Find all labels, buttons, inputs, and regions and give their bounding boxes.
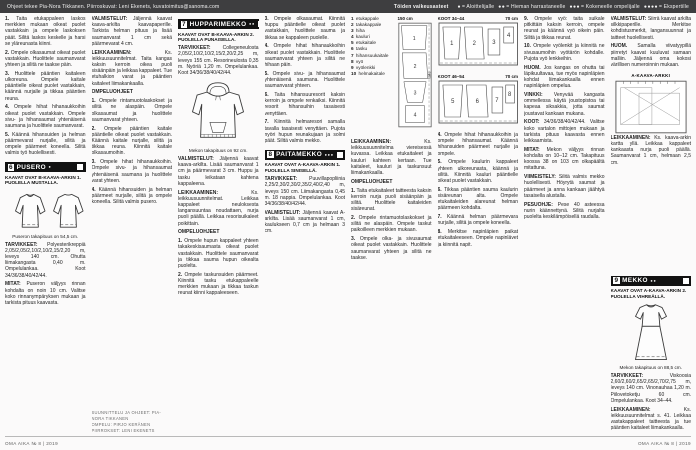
paragraph-text: Käännä hihansuiden ja helman päärmeet nurjalle, silitä ja ompele koneella. Silitä valmis pusero.	[91, 186, 172, 206]
instruction-paragraph	[265, 71, 346, 90]
difficulty-dots: ●	[48, 165, 52, 170]
paragraph-text: Silitä valmis mekko huolellisesti. Höyrytä saumat ja päärmeet ja anna kankaan jäähtyä tasaisella alustalla.	[524, 174, 605, 199]
instruction-paragraph	[265, 210, 346, 235]
piece-number: 2	[351, 22, 354, 28]
cutting-layout-sizes-small	[438, 16, 519, 71]
instruction-paragraph	[92, 187, 173, 206]
paragraph-text: Ks. leikkuusuunnitelmat. Leikkaa kappaleet neuloksesta langansuuntaa noudattaen, nurja puoli päällä. Leikkaa resorisuikaleet poikittain.	[178, 189, 259, 227]
materials-blocks	[5, 242, 86, 309]
piece-number-label: 3	[413, 90, 416, 97]
difficulty-dots: ●●	[650, 278, 657, 283]
pattern-sheet-map-label: A-KAAVA-ARKKI	[631, 72, 671, 78]
instruction-paragraph	[351, 215, 432, 234]
instruction-paragraph	[265, 92, 346, 117]
difficulty-level: ●●●●= Ekspertille	[643, 3, 689, 10]
paragraph-text: Ompele taskunsuiden päärmeet. Kiinnitä tasku etukappaleelle merkkien mukaan ja tikkaa taskun reunat kiinni kappaleeseen.	[178, 271, 259, 297]
instruction-paragraph	[5, 104, 86, 129]
step-lead: 5.	[264, 70, 269, 77]
paragraph-text: Ompele vyö: taita suikale pitkittäin kaksin kerroin, ompele reunat ja käännä vyö oikein päin. Silitä ja tikkaa reunat.	[524, 16, 605, 41]
pattern-sheet-note: KAAVAT OVAT B-KAAVA-ARKIN 1. PUOLELLA MUSTALLA.	[5, 174, 81, 186]
instruction-paragraph	[92, 50, 173, 87]
photo-ref-icon	[683, 278, 689, 284]
paragraph-lead: TARVIKKEET:	[610, 372, 644, 379]
instruction-paragraph	[524, 119, 605, 144]
paragraph-lead: VALMISTELUT:	[178, 155, 214, 162]
difficulty-legend	[394, 4, 689, 10]
paragraph-lead: 10.	[524, 43, 531, 50]
instruction-paragraph	[611, 43, 692, 68]
credits-text: Ohjeet tekee Pia-Nora Tikkanen. Piirroskuvat: Leni Ekenets, kuvatoimitus@sanoma.com	[7, 3, 220, 10]
piece-name: kauluri	[355, 34, 370, 40]
piece-name: hihansuukaitale	[355, 52, 389, 58]
instruction-paragraph	[611, 135, 692, 166]
column-8	[611, 16, 692, 434]
paragraph-text: 34/36/38/40/42/44. Valitse koko vartalon mittojen mukaan ja tarkista pituus kaavasta ennen leikkaamista.	[524, 119, 605, 145]
section-title: PUSERO	[16, 163, 46, 171]
paragraph-lead: KOOT:	[524, 119, 540, 126]
credits-block	[92, 410, 173, 434]
fabric-width-label: 70 cm	[505, 16, 518, 21]
paragraph-text: Ks. kaava-arkin kartta yllä. Leikkaa kappaleet kankaasta nurja puoli päällä. Saumanvarat 1 cm, helmaan 2,5 cm.	[610, 134, 691, 166]
paragraph-lead: 4.	[91, 186, 96, 193]
fabric-width-label: 150 cm	[397, 16, 413, 21]
paragraph-lead: OMPELUOHJEET	[178, 229, 220, 236]
paragraph-lead: LEIKKAAMINEN:	[610, 406, 651, 413]
instruction-paragraph	[178, 190, 259, 227]
piece-number: 3	[351, 28, 354, 34]
credit-line: SUUNNITTELU JA OHJEET: PIA-NORA TIKKANEN	[91, 410, 162, 421]
paitamekko-materials	[265, 176, 346, 237]
instruction-paragraph	[351, 139, 432, 176]
paragraph-text: Ks. leikkuusuunnitelmat s. 41. Leikkaa vastakappaleet taitteesta ja tue pääntien kaitaleet liimakankaalla.	[610, 406, 691, 432]
hupparimekko-steps-cont	[265, 16, 346, 147]
section-header-paitamekko	[265, 150, 346, 160]
step-text: Taita etukappaleen laskos merkkien mukaan oikeat puolet vastakkain ja ompele laskoksen päät. Silitä laskos keskelle ja harsi se yläreunasta kiinni.	[5, 16, 86, 47]
instruction-paragraph	[265, 43, 346, 68]
paragraph-lead: OMPELUOHJEET	[91, 89, 133, 96]
pattern-piece-list	[351, 16, 394, 136]
instruction-paragraph	[5, 242, 86, 279]
piece-number: 8	[351, 58, 354, 64]
piece-number-label: 8	[507, 91, 511, 99]
paitamekko-steps-cont	[438, 132, 519, 250]
paragraph-lead: 1.	[178, 238, 183, 245]
step-text: Taita hihansuuresorit kaksin kerroin ja ompele renkaiksi. Kiinnitä resorit hihansuihin tasaisesti venyttäen.	[264, 92, 345, 117]
step-text: Ompele hihat hihanaukkoihin ja ompele hihansaumat. Käännä hihansuiden päärmeet nurjalle ja ompele.	[437, 132, 518, 157]
piece-number-label: 5	[450, 98, 454, 106]
step-lead: 5.	[5, 131, 10, 138]
section-number: 8	[268, 151, 273, 159]
paragraph-text: Samalla viivatyypillä piirretyt kaavat kuuluvat samaan malliin. Jäljennä oma kokosi värillisen numeroinnin mukaan.	[610, 43, 691, 69]
piece-number-label: 6	[475, 98, 479, 106]
paragraph-text: Jos kangas on ohutta tai läpikuultavaa, tue myös napinläpien kohdat liimakankaalla ennen napinläpien ompelua.	[524, 64, 605, 90]
paragraph-lead: 2.	[91, 125, 96, 132]
footer-right-text: OMA AIKA № 8 | 2019	[637, 441, 691, 446]
piece-name: vyölenkki	[355, 64, 376, 70]
instruction-paragraph	[438, 132, 519, 157]
step-lead: 1.	[5, 16, 10, 22]
paragraph-text: Jäljennä kaavat A-arkilta. Lisää saumanvarat 1 cm, kaulukseen 0,7 cm ja helmaan 3 cm.	[264, 209, 345, 235]
difficulty-level: ●●= Hieman harrastaneelle	[498, 3, 566, 10]
paragraph-text: Puseron väljyys rinnan kohdalta on noin 10 cm. Valitse koko rinnanympäryksen mukaan ja tarkista pituus kaavasta.	[5, 281, 86, 306]
credit-line: PIIRROKSET: LENI EKENETS	[91, 428, 155, 433]
instruction-paragraph	[438, 187, 519, 212]
page-footer	[5, 436, 691, 450]
step-text: Ompele hihat hihanaukkoihin oikeat puolet vastakkain. Ompele sivu- ja hihansaumat yhtenäisenä saumana ja huolittele saumanvarat.	[5, 104, 86, 130]
drawing-caption: Mekon takapituus on 88,5 cm.	[619, 364, 683, 370]
paragraph-text: Siirrä kaavat arkilta silkkipaperille. Merkitse kohdistusmerkit, langansuunnat ja taitteet huolellisesti.	[610, 16, 691, 41]
column-7	[524, 16, 605, 434]
piece-number-label: 7	[494, 97, 499, 105]
cutting-layout-diagram-1	[438, 22, 519, 66]
step-text: Käännä hihansuiden ja helman päärmevarat nurjalle, silitä ja ompele päärmeet koneella. Silitä valmis työ huolellisesti.	[5, 131, 86, 157]
cutting-layout-row	[351, 16, 432, 136]
step-text: Käännä helman päärmevara nurjalle, silitä ja ompele koneella.	[437, 214, 518, 227]
instruction-paragraph	[351, 188, 432, 213]
step-text: Tikkaa pääntien sauma kaulurin sisäreunan alta. Ompele etukaitaleiden alareunat helman päärmeen kohdalta.	[437, 186, 518, 212]
drawing-caption: Puseron takapituus on 54,5 cm.	[12, 233, 79, 239]
piece-number: 9	[351, 64, 354, 70]
paragraph-text: Ks. leikkuusuunnitelma viereisessä kuvassa. Leikkaa etukaitaleet ja kauluri kahteen kertaan. Tue kaitaleet, kauluri ja taskunsuut liimakankaalla.	[351, 139, 432, 177]
step-text: Merkitse napinläpien paikat etukaitaleeseen. Ompele napinlävet ja kiinnitä napit.	[437, 229, 518, 248]
paragraph-text: Venyvää kangasta ommellessa käytä joustopistoa tai kapeaa siksakkia, jotta saumat joustavat kankaan mukana.	[524, 92, 605, 117]
mekko-section-group	[611, 273, 692, 434]
hupparimekko-instructions	[178, 156, 259, 299]
step-text: Ompele hihat hihanaukkoihin oikeat puolet vastakkain. Huolittele saumanvarat yhteen ja silitä ne hihaan päin.	[264, 43, 345, 69]
cutting-layout-diagram-2	[438, 80, 519, 124]
instruction-paragraph	[524, 174, 605, 199]
dress-technical-drawing	[623, 302, 679, 364]
sheet-cutting-note	[611, 135, 692, 169]
step-lead: 4.	[5, 104, 10, 111]
blouse-technical-drawing	[6, 190, 84, 232]
instruction-paragraph	[265, 16, 346, 41]
instruction-paragraph	[5, 132, 86, 157]
instruction-paragraph	[438, 229, 519, 248]
columns-area	[5, 16, 691, 434]
instruction-paragraph	[178, 45, 259, 76]
step-text: Ompele kaulurin kappaleet yhteen ulkoreunasta, käännä ja silitä. Kiinnitä kauluri pääntielle oikeat puolet vastakkain.	[437, 159, 518, 185]
paitamekko-instructions	[351, 139, 432, 264]
instruction-paragraph	[524, 92, 605, 117]
paragraph-text: Collegeneulosta 2,05/2,10/2,10/2,15/2,20/2,25 m, leveys 155 cm. Resorineulosta 0,35 m. Nyöriä 1,20 m. Ompelulankaa. Koot 34/36/38/40/42/44.	[178, 45, 259, 77]
instruction-paragraph	[178, 238, 259, 269]
instruction-paragraph	[5, 50, 86, 69]
section-header-pusero	[5, 162, 86, 172]
step-lead: 6.	[437, 186, 442, 193]
paragraph-text: Ompele rintamuotolaskokset ja silitä ne alaspäin. Ompele taskut paikoilleen merkkien mukaan.	[351, 215, 432, 234]
paragraph-lead: TARVIKKEET:	[178, 45, 211, 52]
instruction-paragraph	[178, 229, 259, 235]
step-text: Kiinnitä helmaresori samalla tavalla tasaisesti venyttäen. Pujota nyöri hupun reunakujaan ja solmi päät. Silitä valmis mekko.	[264, 119, 345, 145]
piece-number: 6	[351, 46, 354, 52]
sizes-label: KOOT 34–44	[437, 16, 465, 21]
step-lead: 8.	[437, 229, 442, 236]
piece-number-label: 3	[491, 39, 496, 47]
piece-number-label: 2	[413, 64, 416, 71]
paragraph-text: Jäljennä kaavat kaava-arkilta. Lisää saumanvarat 1 cm ja päärmevarat 3 cm. Huppu ja tasku leikataan kahtena kappaleena.	[178, 155, 259, 187]
paragraph-lead: LEIKKAAMINEN:	[351, 139, 391, 145]
paragraph-lead: HUOM.	[524, 64, 541, 71]
piece-name: etukaitale	[355, 40, 376, 46]
instruction-paragraph	[178, 272, 259, 297]
photo-ref-icon	[77, 164, 83, 170]
sizes-label: KOOT 46–54	[437, 74, 465, 79]
paragraph-lead: HUOM.	[610, 43, 628, 50]
pattern-sheet-note: KAAVAT OVAT B-KAAVA-ARKIN 2. PUOLELLA PUNAISELLA.	[178, 31, 254, 43]
piece-name: helmakaitale	[358, 70, 385, 76]
paragraph-lead: LEIKKAAMINEN:	[91, 49, 132, 56]
instruction-paragraph	[265, 176, 346, 207]
section-number: 6	[9, 163, 13, 171]
paragraph-text: Viskoosia 2,60/2,60/2,65/2,65/2,70/2,75 m, leveys 140 cm. Vinonauhaa 1,20 m. Piilovetoketju 60 cm. Ompelulankaa. Koot 34–44.	[610, 372, 691, 404]
paragraph-lead: 1.	[91, 98, 96, 105]
cutting-layout-sizes-large	[438, 74, 519, 129]
difficulty-dots: ●●●	[324, 152, 334, 157]
instruction-paragraph	[92, 89, 173, 95]
paragraph-lead: TARVIKKEET:	[5, 241, 38, 248]
column-5	[351, 16, 432, 434]
paragraph-text: Ompele rintamuotolaskokset ja silitä ne alaspäin. Ompele olkasaumat ja huolittele saumanvarat yhteen.	[91, 98, 172, 123]
column-6	[438, 16, 519, 434]
instruction-paragraph	[5, 281, 86, 306]
paragraph-lead: 1.	[351, 187, 356, 194]
step-lead: 7.	[264, 119, 269, 126]
step-lead: 4.	[264, 43, 269, 50]
instruction-paragraph	[351, 236, 432, 261]
piece-name: vyö	[355, 58, 364, 64]
instruction-paragraph	[5, 16, 86, 47]
paragraph-text: Pese 40 asteessa nurin käännettynä. Silitä nurjalta puolelta keskilämpöisellä raudalla.	[524, 201, 605, 221]
difficulty-legend-label: Töiden vaikeusasteet	[393, 3, 449, 10]
instruction-paragraph	[351, 179, 432, 185]
piece-number-label: 2	[472, 40, 476, 48]
pattern-sheet-map	[615, 80, 687, 134]
paitamekko-finishing	[524, 16, 605, 223]
paragraph-lead: VALMISTELUT:	[610, 16, 647, 22]
instruction-paragraph	[524, 202, 605, 221]
instruction-paragraph	[524, 65, 605, 90]
step-text: Ompele olkasaumat oikeat puolet vastakkain. Huolittele saumanvarat yhteen ja silitä ne taakse päin.	[5, 49, 86, 69]
hoodie-dress-technical-drawing	[189, 80, 247, 146]
difficulty-level: ●= Aloittelijalle	[457, 3, 495, 10]
paragraph-text: Ompele hihat hihanaukkoihin. Ompele sivu- ja hihansaumat yhtenäisenä saumana ja huolittele varat yhteen.	[91, 159, 172, 184]
piece-name: etukappale	[355, 16, 379, 21]
paragraph-lead: 3.	[91, 159, 96, 166]
instruction-paragraph	[524, 147, 605, 172]
paragraph-lead: 2.	[351, 215, 356, 222]
photo-ref-icon	[337, 152, 343, 158]
instruction-paragraph	[438, 159, 519, 184]
piece-number: 1	[351, 16, 354, 21]
fold-label: taite	[426, 71, 431, 79]
pattern-piece-item	[351, 71, 394, 77]
cutting-layout-tall	[398, 16, 432, 133]
instruction-paragraph	[265, 119, 346, 144]
step-lead: 4.	[437, 132, 442, 138]
paragraph-text: Ompele olka- ja sivusaumat oikeat puolet vastakkain. Huolittele saumanvarat yhteen ja silitä ne taakse.	[351, 236, 432, 261]
paragraph-lead: VALMISTELUT:	[91, 16, 128, 22]
pattern-sheet-note: KAAVAT OVAT A-KAAVA-ARKIN 2. PUOLELLA VIHREÄLLÄ.	[610, 288, 687, 299]
instruction-paragraph	[611, 407, 692, 432]
step-text: Huolittele pääntien kaitaleen ulkoreuna. Ompele kaitale pääntielle oikeat puolet vastakkain, käännä nurjalle ja tikkaa pääntien reuna.	[5, 70, 86, 102]
pusero-instructions	[92, 16, 173, 208]
paragraph-lead: OMPELUOHJEET	[351, 178, 393, 185]
footer-left-text: OMA AIKA № 8 | 2019	[5, 441, 59, 446]
difficulty-dots: ●●	[248, 22, 256, 26]
paragraph-lead: 9.	[524, 16, 529, 22]
instruction-paragraph	[438, 214, 519, 226]
instruction-paragraph	[524, 16, 605, 41]
cutting-layout-tall-diagram	[398, 22, 432, 128]
paragraph-lead: LEIKKAAMINEN:	[610, 134, 651, 141]
piece-number: 4	[351, 34, 354, 40]
piece-number-label: 4	[413, 112, 416, 119]
paragraph-lead: VINKKI:	[524, 92, 543, 99]
paragraph-lead: 3.	[351, 236, 356, 243]
paragraph-lead: VIIMEISTELY:	[524, 174, 556, 181]
pattern-sheet-note: KAAVAT OVAT A-KAAVA-ARKIN 1. PUOLELLA SINISELLÄ.	[264, 162, 341, 173]
step-lead: 6.	[264, 92, 269, 99]
step-lead: 3.	[5, 70, 10, 77]
paragraph-text: Puuvillapopliinia 2,25/2,30/2,30/2,35/2,40/2,40 m, leveys 150 cm. Liimakangasta 0,45 m. 18 nappia. Ompelulankaa. Koot 34/36/38/40/42/44.	[264, 176, 345, 207]
paragraph-lead: LEIKKAAMINEN:	[178, 189, 218, 196]
difficulty-level: ●●●= Kokeneelle ompelijalle	[569, 3, 640, 10]
difficulty-levels	[453, 4, 689, 10]
section-title: HUPPARIMEKKO	[189, 20, 247, 28]
instruction-paragraph	[92, 16, 173, 47]
photo-ref-icon	[258, 21, 259, 27]
paragraph-lead: VALMISTELUT:	[264, 209, 301, 216]
drawing-caption: Mekon takapituus on 92 cm.	[188, 147, 248, 153]
instruction-paragraph	[92, 159, 173, 184]
step-text: Ompele olkasaumat. Kiinnitä huppu pääntielle oikeat puolet vastakkain, huolittele sauma ja tikkaa se kappaleen puolelle.	[264, 16, 345, 41]
piece-number: 7	[351, 52, 354, 58]
instruction-paragraph	[92, 98, 173, 123]
instruction-paragraph	[524, 43, 605, 62]
paragraph-text: Jäljennä kaavat kaava-arkilta kaavapaperille. Tarkista helman pituus ja lisää saumanvarat 1 cm sekä päärmevarat 4 cm.	[91, 16, 172, 47]
piece-name: takakappale	[355, 22, 382, 28]
column-4	[265, 16, 346, 434]
sheet-notes	[611, 16, 692, 71]
paragraph-text: Ompele hupun kappaleet yhteen takakeskisaumasta oikeat puolet vastakkain. Huolittele saumanvarat ja tikkaa sauma hupun oikealta puolelta.	[178, 238, 259, 269]
piece-name: hiha	[355, 28, 365, 34]
credit-line: OMPELU: PIRJO KERÄNEN	[91, 422, 151, 427]
section-title: MEKKO	[622, 277, 648, 285]
paragraph-lead: PESUOHJE:	[524, 201, 553, 208]
paragraph-text: Ompele vyölenkit ja kiinnitä ne sivusaumoihin vyötärön kohdalle. Pujota vyö lenkkeihin.	[524, 43, 605, 62]
step-lead: 5.	[437, 159, 442, 166]
page-header-bar	[0, 0, 696, 13]
paragraph-lead: 2.	[178, 271, 183, 278]
section-header-hupparimekko	[178, 19, 259, 29]
paragraph-text: Mekon väljyys rinnan kohdalta on 10–12 cm. Takapituus koossa 38 on 103 cm olkapäältä mitattuna.	[524, 146, 605, 172]
paragraph-text: Polyesterikreppiä 2,05/2,05/2,10/2,10/2,15/2,20 m, leveys 140 cm. Ohutta liimakangasta 0,40 m. Ompelulankaa. Koot 34/36/38/40/42/44.	[5, 241, 86, 279]
step-lead: 3.	[264, 16, 269, 22]
hupparimekko-materials	[178, 45, 259, 79]
instruction-steps	[5, 16, 86, 159]
piece-number: 5	[351, 40, 354, 46]
paragraph-lead: TARVIKKEET:	[264, 176, 298, 183]
piece-number: 10	[351, 70, 357, 76]
section-header-mekko	[611, 276, 692, 286]
instruction-paragraph	[178, 156, 259, 187]
section-number: 9	[614, 277, 619, 285]
step-lead: 2.	[5, 49, 10, 56]
instruction-paragraph	[5, 71, 86, 102]
piece-number-label: 1	[412, 36, 416, 43]
section-number: 7	[182, 20, 186, 28]
paragraph-text: Ks. leikkuusuunnitelmat. Taita kangas kaksin kerroin oikea puoli sisäänpäin ja leikkaa kappaleet. Tue etuhalkion varat ja pääntien kaitaleet liimakankaalla.	[91, 49, 172, 87]
paragraph-text: Ompele pääntien kaitale pääntielle oikeat puolet vastakkain. Käännä kaitale nurjalle, silitä ja tikkaa reuna. Kiinnitä kaitale olkasaumoihin.	[91, 125, 172, 157]
piece-number-label: 4	[506, 32, 510, 40]
paragraph-text: Taita etukaitaleet taitteesta kaksin kerroin nurja puoli sisäänpäin ja silitä. Huolittele kaitaleiden sisäreunat.	[351, 187, 432, 213]
piece-name: tasku	[355, 46, 368, 52]
step-lead: 7.	[437, 214, 442, 221]
instruction-paragraph	[611, 16, 692, 41]
section-title: PAITAMEKKO	[276, 151, 323, 159]
fabric-width-label: 70 cm	[505, 74, 518, 79]
piece-number-label: 1	[449, 40, 453, 48]
instruction-paragraph	[92, 126, 173, 157]
column-2	[92, 16, 173, 434]
paragraph-lead: MITAT:	[524, 146, 540, 153]
mekko-materials	[611, 373, 692, 431]
step-text: Ompele sivu- ja hihansaumat yhtenäisenä saumana. Huolittele saumanvarat yhteen.	[264, 70, 345, 90]
column-3	[178, 16, 259, 434]
column-1	[5, 16, 86, 434]
instruction-paragraph	[611, 373, 692, 404]
paragraph-lead: MITAT:	[5, 281, 21, 288]
